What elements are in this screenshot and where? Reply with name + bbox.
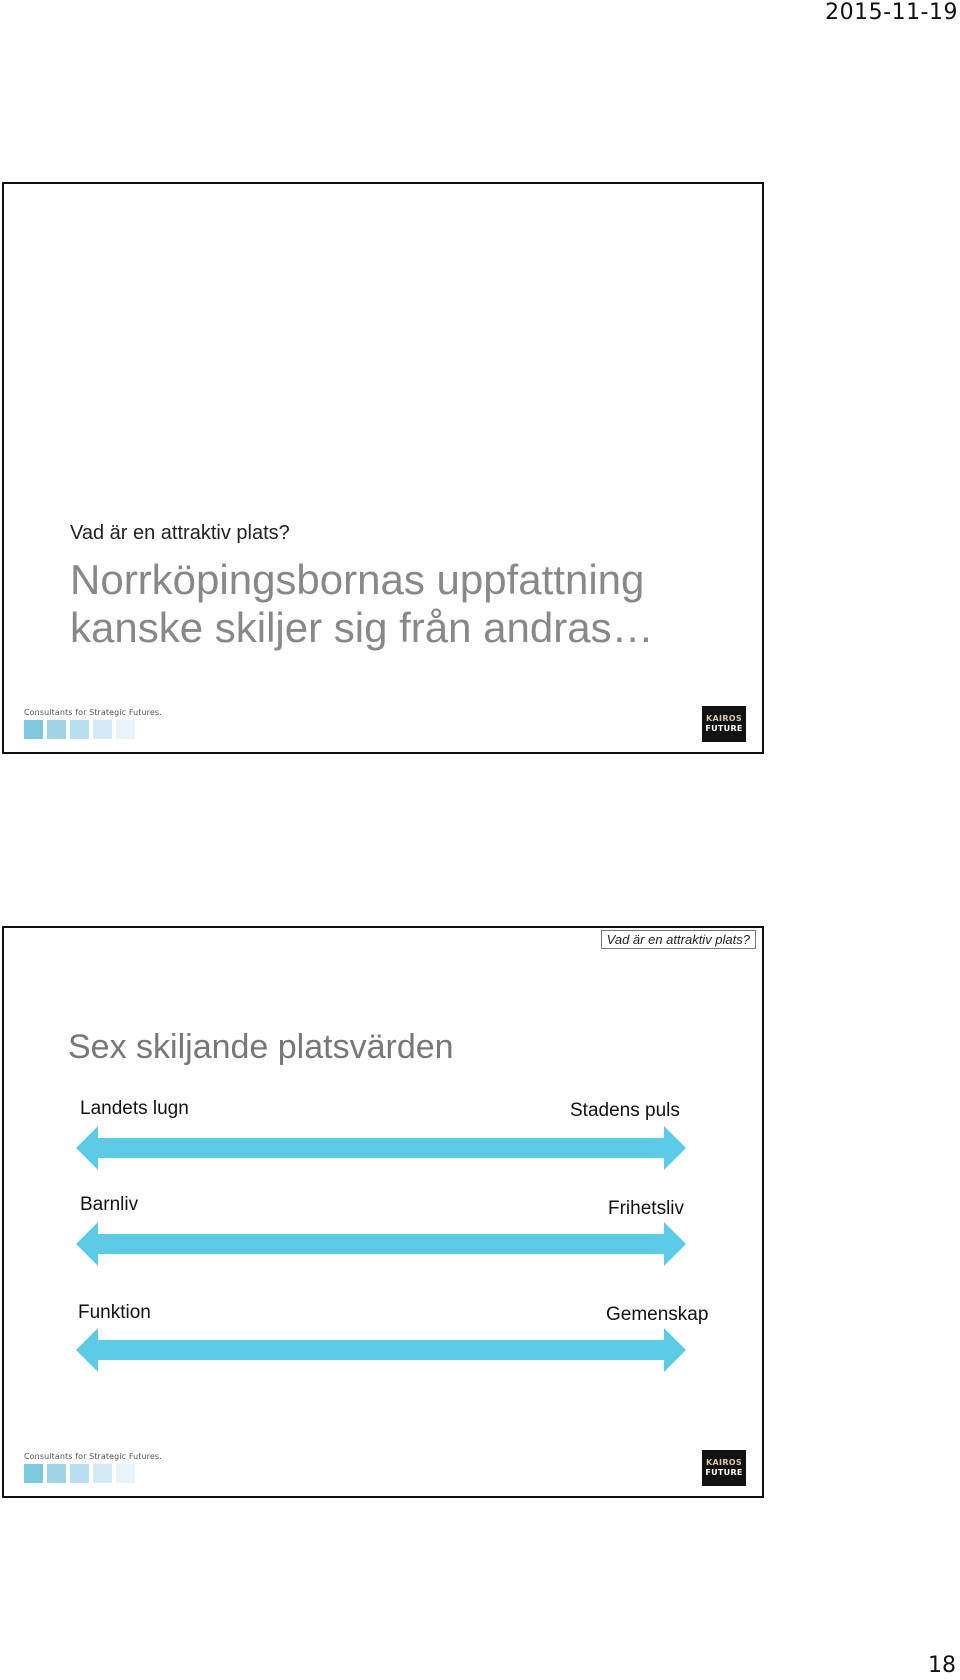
logo-line2: FUTURE bbox=[705, 724, 743, 733]
kairos-future-logo bbox=[702, 1450, 746, 1486]
brand-square bbox=[47, 720, 66, 739]
logo-line1: KAIROS bbox=[706, 1458, 742, 1467]
brand-square bbox=[24, 1464, 43, 1483]
slide-1 bbox=[2, 182, 764, 754]
double-arrow bbox=[76, 1222, 686, 1266]
brand-tagline: Consultants for Strategic Futures. bbox=[24, 708, 162, 717]
brand-square bbox=[93, 720, 112, 739]
brand-square bbox=[47, 1464, 66, 1483]
logo-line1: KAIROS bbox=[706, 714, 742, 723]
brand-tagline: Consultants for Strategic Futures. bbox=[24, 1452, 162, 1461]
pair-right-label: Gemenskap bbox=[606, 1304, 709, 1325]
brand-square bbox=[70, 720, 89, 739]
page-number: 18 bbox=[928, 1653, 956, 1678]
brand-square bbox=[93, 1464, 112, 1483]
slide-tag: Vad är en attraktiv plats? bbox=[601, 930, 756, 949]
brand-squares bbox=[24, 720, 135, 739]
pair-left-label: Funktion bbox=[78, 1302, 151, 1323]
slide-subtitle: Vad är en attraktiv plats? bbox=[70, 522, 290, 544]
pair-right-label: Frihetsliv bbox=[608, 1198, 685, 1219]
logo-line2: FUTURE bbox=[705, 1468, 743, 1477]
pair-left-label: Barnliv bbox=[80, 1194, 139, 1215]
slide-title: Norrköpingsbornas uppfattning kanske skiljer sig från andras… bbox=[70, 556, 654, 651]
brand-squares bbox=[24, 1464, 135, 1483]
slide-2 bbox=[2, 926, 764, 1498]
brand-square bbox=[70, 1464, 89, 1483]
brand-square bbox=[116, 720, 135, 739]
double-arrow bbox=[76, 1126, 686, 1170]
slide-title: Sex skiljande platsvärden bbox=[68, 1028, 454, 1066]
double-arrow bbox=[76, 1328, 686, 1372]
kairos-future-logo bbox=[702, 706, 746, 742]
brand-square bbox=[24, 720, 43, 739]
pair-right-label: Stadens puls bbox=[570, 1100, 680, 1121]
document-date: 2015-11-19 bbox=[825, 0, 958, 25]
brand-square bbox=[116, 1464, 135, 1483]
pair-left-label: Landets lugn bbox=[80, 1098, 189, 1119]
